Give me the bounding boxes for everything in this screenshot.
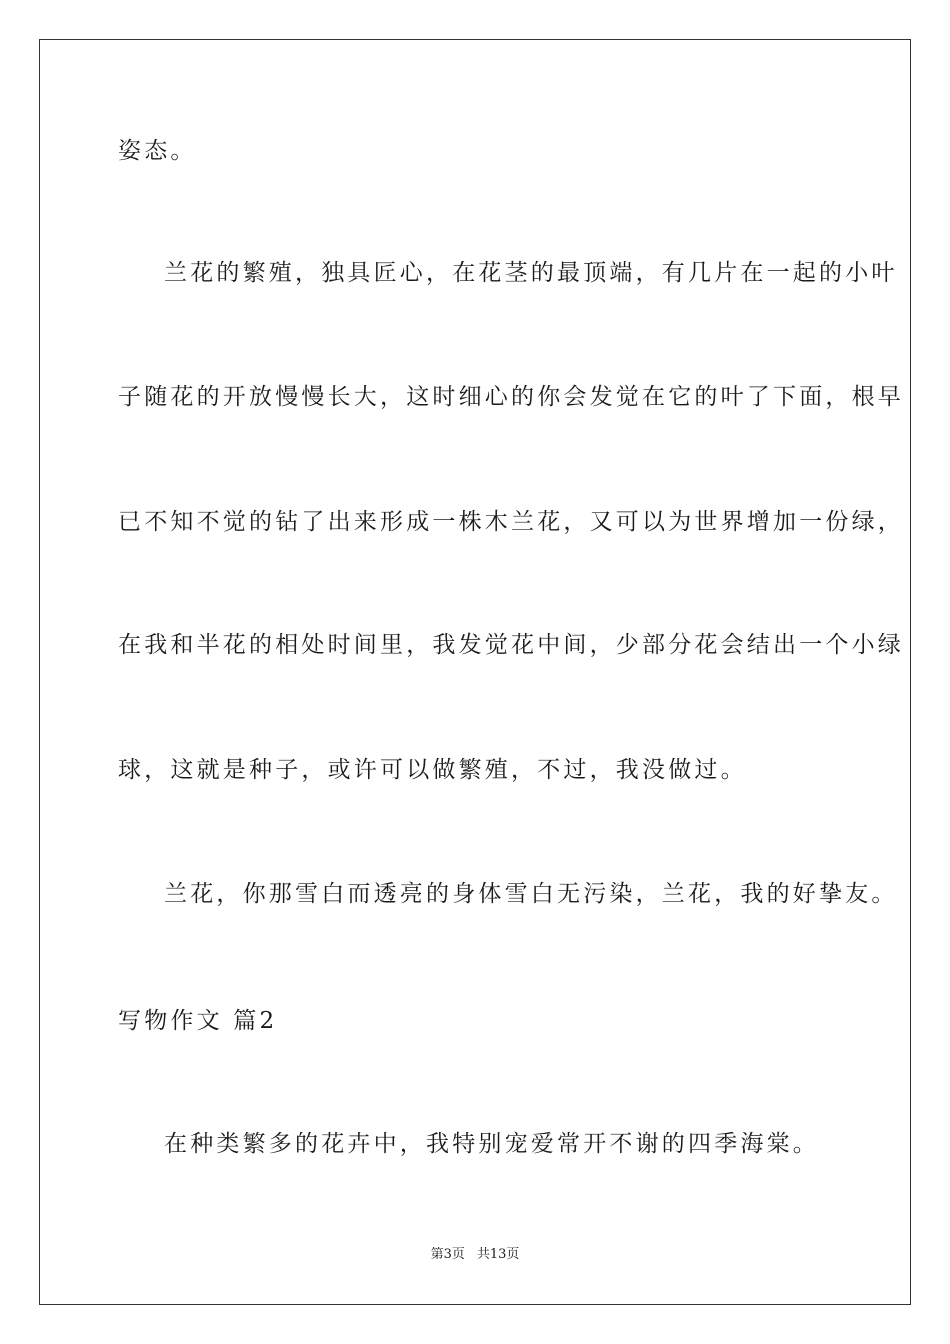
section-heading: 写物作文 篇2: [118, 1008, 278, 1034]
page-footer: [0, 1246, 950, 1264]
page-number: 第3页: [430, 1247, 465, 1262]
page-total: 共13页: [476, 1247, 520, 1262]
paragraph-line: 在我和半花的相处时间里，我发觉花中间，少部分花会结出一个小绿: [118, 632, 904, 658]
page-border: [39, 39, 911, 1305]
paragraph-line: 兰花的繁殖，独具匠心，在花茎的最顶端，有几片在一起的小叶: [164, 260, 898, 286]
paragraph-line: 已不知不觉的钻了出来形成一株木兰花，又可以为世界增加一份绿，: [118, 509, 904, 535]
paragraph-line: 子随花的开放慢慢长大，这时细心的你会发觉在它的叶了下面，根早: [118, 384, 904, 410]
paragraph-line: 球，这就是种子，或许可以做繁殖，不过，我没做过。: [118, 757, 747, 783]
paragraph-line: 在种类繁多的花卉中，我特别宠爱常开不谢的四季海棠。: [164, 1131, 819, 1157]
paragraph-line: 兰花，你那雪白而透亮的身体雪白无污染，兰花，我的好挚友。: [164, 881, 898, 907]
text-line: 姿态。: [118, 138, 197, 164]
